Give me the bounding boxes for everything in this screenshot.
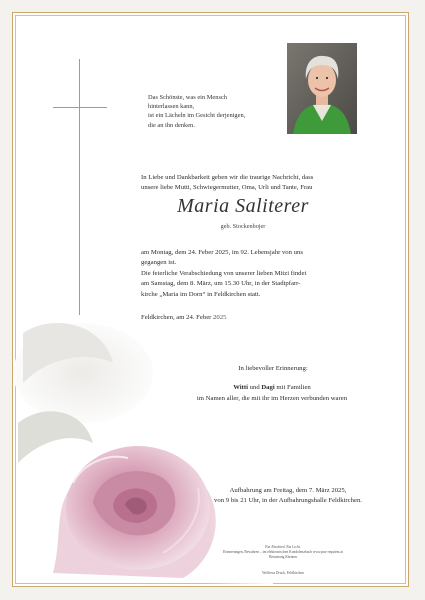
mourner-name: Dagi xyxy=(261,384,275,391)
quote-line: die an ihn denken. xyxy=(148,121,195,129)
mourners-subline: im Namen aller, die mit ihr im Herzen verbunden waren xyxy=(196,395,348,402)
condolence-footer xyxy=(183,545,383,561)
footer-line: Ein Abschied. Ein Licht. xyxy=(265,545,301,549)
printer-credit: Wolfresa Druck, Feldkirchen xyxy=(262,571,304,575)
memorial-quote xyxy=(148,93,293,130)
cross-icon-vertical xyxy=(79,59,80,315)
mourners-line xyxy=(141,384,403,391)
footer-line: Bestattung Kärnten xyxy=(269,555,297,560)
portrait-photo xyxy=(287,43,357,134)
conjunction: und xyxy=(249,384,260,391)
death-line: gegangen ist. xyxy=(141,259,177,267)
farewell-line: kirche „Maria im Dorn“ in Feldkirchen statt. xyxy=(141,290,261,298)
death-notice xyxy=(141,248,403,269)
birth-name: geb. Stockenbojer xyxy=(220,223,266,230)
intro-line: unsere liebe Mutti, Schwiegermutter, Oma, Urli und Tante, Frau xyxy=(141,184,313,192)
memory-heading: In liebevoller Erinnerung: xyxy=(238,365,308,372)
cross-icon-horizontal xyxy=(53,107,107,108)
announcement-intro xyxy=(141,173,403,194)
obituary-card xyxy=(12,12,409,587)
intro-line: In Liebe und Dankbarkeit geben wir die traurige Nachricht, dass xyxy=(141,174,314,181)
death-line: am Montag, dem 24. Feber 2025, im 92. Lebensjahr von uns xyxy=(141,249,303,256)
quote-line: Das Schönste, was ein Mensch xyxy=(148,94,227,101)
quote-line: ist ein Lächeln im Gesicht derjenigen, xyxy=(148,112,246,120)
laying-line: von 9 bis 21 Uhr, in der Aufbahrungshalle Feldkirchen. xyxy=(214,497,362,505)
farewell-line: Die feierliche Verabschiedung von unserer lieben Mitzi findet xyxy=(141,270,307,277)
deceased-name: Maria Saliterer xyxy=(177,195,309,217)
footer-line: Erinnerungen, Bewahren – im elektronischen Kondolenzbuch www.pax-requiem.at xyxy=(223,550,343,555)
mourner-name: Witti xyxy=(233,384,248,391)
farewell-notice xyxy=(141,269,403,300)
laying-line: Aufbahrung am Freitag, dem 7. März 2025, xyxy=(229,487,347,494)
farewell-line: am Samstag, dem 8. März, um 15.30 Uhr, in der Stadtpfarr- xyxy=(141,280,301,288)
laying-out-notice xyxy=(163,486,409,507)
mourners-families: mit Familien xyxy=(276,384,311,391)
quote-line: hinterlassen kann, xyxy=(148,103,195,111)
